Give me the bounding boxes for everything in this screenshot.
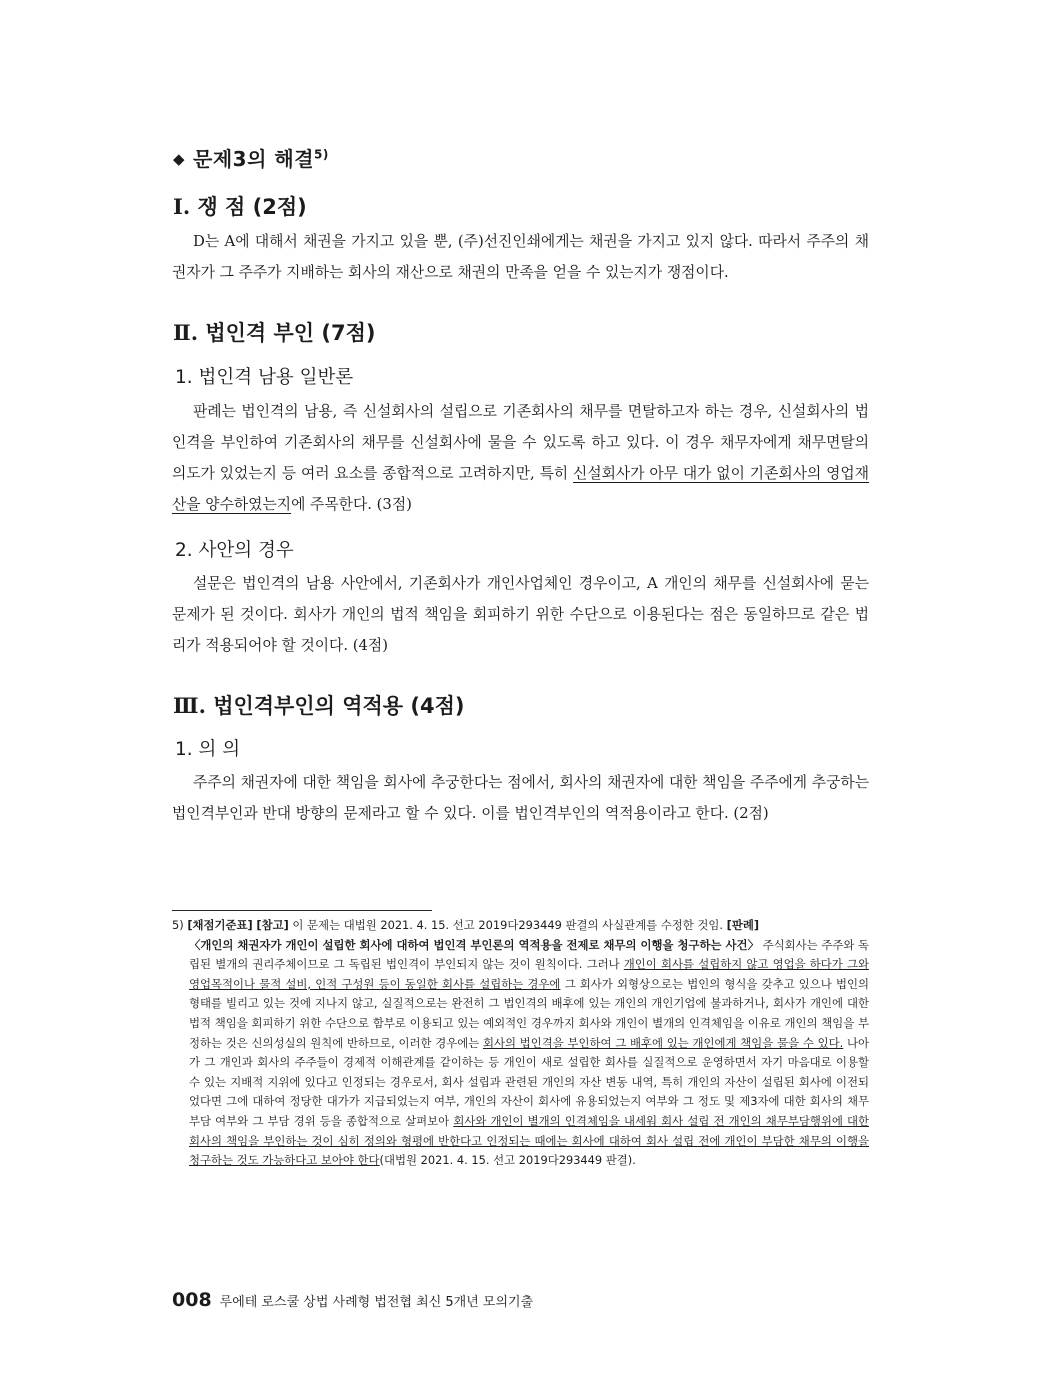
footnote — [172, 916, 869, 1171]
subsection-3-1-text: 주주의 채권자에 대한 책임을 회사에 추궁한다는 점에서, 회사의 채권자에 대한 책임을 주주에게 추궁하는 법인격부인과 반대 방향의 문제라고 할 수 있다. 이를 법인격부인의 역적용이라고 한다. (2점) — [172, 774, 869, 822]
subsection-2-2-heading: 2. 사안의 경우 — [175, 540, 294, 561]
footnote-text-4: 나아가 그 개인과 회사의 주주들이 경제적 이해관계를 같이하는 등 개인이 새로 설립한 회사를 실질적으로 운영하면서 자기 마음대로 이용할 수 있는 지배적 지위에 있다고 인정되는 경우로서, 회사 설립과 관련된 개인의 자산 변동 내역, 특히 개인의 자산이 설립된 회사에 이전되었다면 그에 대하여 정당한 대가가 지급되었는지 여부, 개인의 자산이 회사에 유용되었는지 여부와 그 정도 및 제3자에 대한 회사의 채무 부담 여부와 그 부담 경위 등을 종합적으로 살펴보아 — [189, 1035, 869, 1128]
subsection-2-1-paragraph — [172, 396, 869, 520]
section-1-number: Ⅰ. — [173, 194, 191, 219]
subsection-2-1-underlined: 신설회사가 아무 대가 없이 기존회사의 영업재산을 양수하였는지 — [172, 465, 869, 513]
footnote-case-title: 〈개인의 채권자가 개인이 설립한 회사에 대하여 법인격 부인론의 역적용을 전제로 채무의 이행을 청구하는 사건〉 — [189, 937, 759, 952]
page-number: 008 — [172, 1289, 212, 1311]
footnote-tag-reference: [참고] — [256, 918, 289, 932]
footnote-underline-3: 회사와 개인이 별개의 인격체임을 내세워 회사 설립 전 개인의 채무부담행위에 대한 회사의 책임을 부인하는 것이 심히 정의와 형평에 반한다고 인정되는 때에는 회사에 대하여 회사 설립 전에 개인이 부담한 채무의 이행을 청구하는 것도 가능하다고 보아야 한다 — [189, 1113, 869, 1168]
footnote-underline-1: 개인이 회사를 설립하지 않고 영업을 하다가 그와 영업목적이나 물적 설비, 인적 구성원 등이 동일한 회사를 설립하는 경우에 — [189, 957, 869, 991]
section-2-number: Ⅱ. — [173, 320, 199, 345]
footnote-underline-2: 회사의 법인격을 부인하여 그 배후에 있는 개인에게 책임을 물을 수 있다. — [482, 1035, 844, 1050]
problem-title-text: 문제3의 해결 — [193, 147, 315, 171]
problem-title — [173, 143, 329, 172]
subsection-2-1-text-a: 판례는 법인격의 남용, 즉 신설회사의 설립으로 기존회사의 채무를 면탈하고자 하는 경우, 신설회사의 법인격을 부인하여 기존회사의 채무를 신설회사에 물을 수 있도록 하고 있다. 이 경우 채무자에게 채무면탈의 의도가 있었는지 등 여러 요소를 종합적으로 고려하지만, 특히 — [172, 403, 869, 482]
footnote-text-2: 주식회사는 주주와 독립된 별개의 권리주체이므로 그 독립된 법인격이 부인되지 않는 것이 원칙이다. 그러나 — [189, 937, 869, 972]
section-3-number: Ⅲ. — [173, 693, 206, 718]
section-1-paragraph — [172, 226, 869, 288]
subsection-2-1-heading: 1. 법인격 남용 일반론 — [175, 367, 354, 388]
subsection-2-2-paragraph — [172, 568, 869, 661]
section-1-title: 쟁 점 (2점) — [197, 195, 307, 219]
section-1-heading — [173, 191, 307, 221]
section-3-heading — [173, 690, 465, 720]
footnote-text-5: (대법원 2021. 4. 15. 선고 2019다293449 판결). — [379, 1153, 636, 1168]
section-2-heading — [173, 317, 375, 347]
section-1-text: D는 A에 대해서 채권을 가지고 있을 뿐, (주)선진인쇄에게는 채권을 가지고 있지 않다. 따라서 주주의 채권자가 그 주주가 지배하는 회사의 재산으로 채권의 만족을 얻을 수 있는지가 쟁점이다. — [172, 233, 869, 281]
footnote-divider — [172, 910, 432, 911]
footnote-text-3: 그 회사가 외형상으로는 법인의 형식을 갖추고 있으나 법인의 형태를 빌리고 있는 것에 지나지 않고, 실질적으로는 완전히 그 법인격의 배후에 있는 개인의 개인기업에 불과하거나, 회사가 개인에 대한 법적 책임을 회피하기 위한 수단으로 함부로 이용되고 있는 예외적인 경우까지 회사와 개인이 별개의 인격체임을 이유로 개인의 책임을 부정하는 것은 신의성실의 원칙에 반하므로, 이러한 경우에는 — [189, 976, 869, 1050]
section-2-title: 법인격 부인 (7점) — [205, 321, 376, 345]
subsection-3-1-paragraph — [172, 767, 869, 829]
page-footer — [172, 1289, 533, 1311]
footnote-number: 5) — [172, 918, 184, 932]
footnote-tag-precedent: [판례] — [726, 918, 760, 932]
subsection-3-1-heading: 1. 의 의 — [175, 739, 241, 760]
footnote-text-1: 이 문제는 대법원 2021. 4. 15. 선고 2019다293449 판결의 사실관계를 수정한 것임. — [288, 918, 727, 932]
section-3-title: 법인격부인의 역적용 (4점) — [213, 694, 465, 718]
footnote-tag-grading: [채점기준표] — [187, 918, 253, 932]
subsection-2-2-text: 설문은 법인격의 남용 사안에서, 기존회사가 개인사업체인 경우이고, A 개인의 채무를 신설회사에 묻는 문제가 된 것이다. 회사가 개인의 법적 책임을 회피하기 위한 수단으로 이용된다는 점은 동일하므로 같은 법리가 적용되어야 할 것이다. (4점) — [172, 575, 869, 654]
book-title: 루에테 로스쿨 상법 사례형 법전협 최신 5개년 모의기출 — [219, 1295, 534, 1310]
subsection-2-1-text-b: 에 주목한다. (3점) — [291, 496, 412, 513]
footnote-ref[interactable]: 5) — [314, 147, 329, 162]
footnote-body — [172, 936, 869, 1171]
diamond-bullet-icon: ◆ — [173, 150, 186, 168]
